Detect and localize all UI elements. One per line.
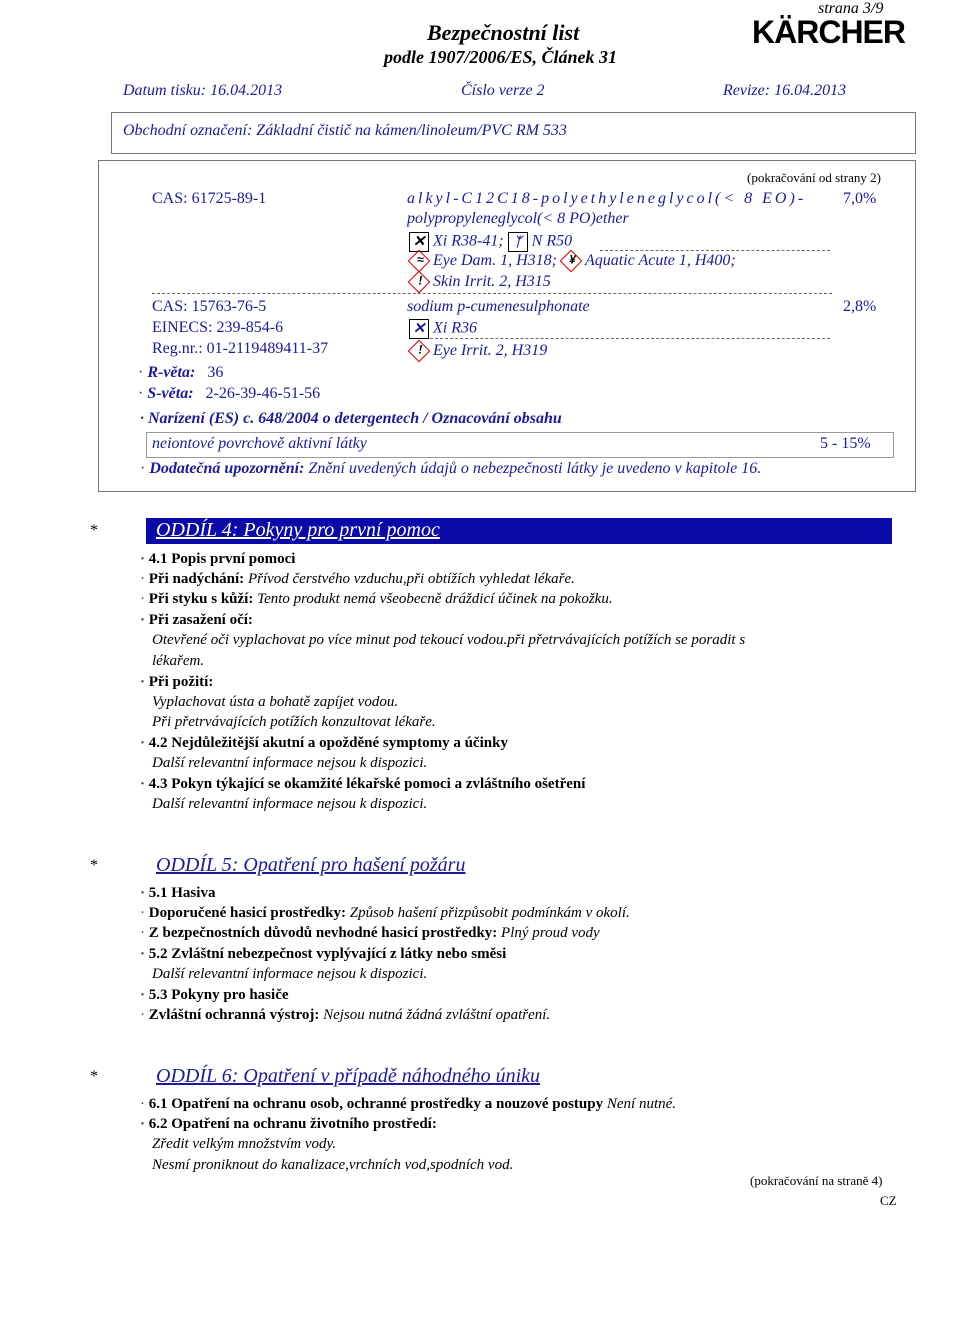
additional-notes: · Dodatečná upozornění: Znění uvedených údajů o nebezpečnosti látky je uvedeno v kapitole 16. <box>140 460 762 477</box>
divider <box>152 293 832 294</box>
subsection-6-2-text: Zředit velkým množstvím vody. <box>152 1136 337 1152</box>
divider <box>430 338 830 339</box>
environment-icon: ¥ <box>560 250 583 273</box>
divider <box>600 250 830 251</box>
dsd-classification <box>409 232 572 252</box>
trade-name: Obchodní označení: Základní čistič na kámen/linoleum/PVC RM 533 <box>123 122 567 139</box>
subsection-5-2: · 5.2 Zvláštní nebezpečnost vyplývající z látky nebo směsi <box>140 946 507 962</box>
inhalation-line: · Při nadýchání: Přívod čerstvého vzduchu,při obtížích vyhledat lékaře. <box>140 571 575 587</box>
environment-dead-tree-icon: ᛉ <box>508 232 528 252</box>
surfactant-label: neiontové povrchově aktivní látky <box>152 435 367 452</box>
subsection-6-2: · 6.2 Opatření na ochranu životního prostředí: <box>140 1116 437 1132</box>
ingestion-text-cont: Při přetrvávajících potížích konzultovat lékaře. <box>152 714 436 730</box>
print-date: Datum tisku: 16.04.2013 <box>123 82 283 99</box>
harmful-x-icon: ✕ <box>409 319 429 339</box>
revision-marker: * <box>90 1068 98 1085</box>
corrosion-icon: ≈ <box>408 250 431 273</box>
clp-text: Skin Irrit. 2, H315 <box>433 273 551 290</box>
subsection-6-2-text-cont: Nesmí proniknout do kanalizace,vrchních vod,spodních vod. <box>152 1157 514 1173</box>
ingredient-regnr: Reg.nr.: 01-2119489411-37 <box>152 340 329 357</box>
eye-text: Otevřené oči vyplachovat po více minut pod tekoucí vodou.při přetrvávajících potížích se poradit s <box>152 632 746 648</box>
continued-to: (pokračování na straně 4) <box>750 1173 883 1188</box>
section-4-title: ODDÍL 4: Pokyny pro první pomoc <box>156 519 440 541</box>
regulation-heading: · Narízení (ES) c. 648/2004 o detergentech / Oznacování obsahu <box>140 410 562 427</box>
subsection-5-1: · 5.1 Hasiva <box>140 885 216 901</box>
language-code: CZ <box>880 1193 897 1208</box>
clp-classification <box>409 252 736 270</box>
ingredient-name-cont: polypropyleneglycol(< 8 PO)ether <box>407 210 629 227</box>
clp-text: Eye Irrit. 2, H319 <box>433 342 548 359</box>
clp-text: Aquatic Acute 1, H400; <box>584 252 736 269</box>
r-phrases: · R-věta: 36 <box>138 364 224 381</box>
harmful-x-icon: ✕ <box>409 232 429 252</box>
eye-text-cont: lékařem. <box>152 653 205 669</box>
document-title: Bezpečnostní list <box>427 20 580 45</box>
unsuitable-media: · Z bezpečnostních důvodů nevhodné hasicí prostředky: Plný proud vody <box>140 925 600 941</box>
ingredient-name: alkyl-C12C18-polyethyleneglycol(< 8 EO)- <box>407 190 807 207</box>
clp-classification <box>409 342 547 360</box>
subsection-5-2-text: Další relevantní informace nejsou k dispozici. <box>152 966 428 982</box>
ingestion-label: · Při požití: <box>140 674 214 690</box>
skin-line: · Při styku s kůží: Tento produkt nemá všeobecně dráždicí účinek na pokožku. <box>140 591 613 607</box>
revision-marker: * <box>90 857 98 874</box>
subsection-4-3-text: Další relevantní informace nejsou k dispozici. <box>152 796 428 812</box>
s-phrases-label: S-věta: <box>147 385 194 402</box>
protective-equipment: · Zvláštní ochranná výstroj: Nejsou nutná žádná zvláštní opatření. <box>140 1007 551 1023</box>
version-number: Číslo verze 2 <box>461 82 545 99</box>
s-phrases-value: 2-26-39-46-51-56 <box>205 385 321 402</box>
ingestion-text: Vyplachovat ústa a bohatě zapíjet vodou. <box>152 694 399 710</box>
surfactant-row <box>146 432 894 458</box>
subsection-4-2: · 4.2 Nejdůležitější akutní a opožděné symptomy a účinky <box>140 735 508 751</box>
dsd-classification <box>409 319 477 339</box>
subsection-4-3: · 4.3 Pokyn týkající se okamžité lékařské pomoci a zvláštního ošetření <box>140 776 586 792</box>
exclamation-icon: ! <box>408 271 431 294</box>
ingredient-percent: 7,0% <box>843 190 877 207</box>
dsd-text: Xi R36 <box>433 319 477 337</box>
section-5-title: ODDÍL 5: Opatření pro hašení požáru <box>156 854 466 876</box>
ingredient-percent: 2,8% <box>843 298 877 315</box>
ingredient-cas: CAS: 61725-89-1 <box>152 190 267 207</box>
r-phrases-value: 36 <box>207 364 224 381</box>
section-6-title: ODDÍL 6: Opatření v případě náhodného úniku <box>156 1065 541 1087</box>
eye-label: · Při zasažení očí: <box>140 612 253 628</box>
surfactant-value: 5 - 15% <box>820 435 871 452</box>
s-phrases: · S-věta: 2-26-39-46-51-56 <box>138 385 321 402</box>
dsd-text: N R50 <box>531 232 573 250</box>
ingredient-einecs: EINECS: 239-854-6 <box>152 319 284 336</box>
exclamation-icon: ! <box>408 340 431 363</box>
clp-text: Eye Dam. 1, H318; <box>433 252 557 269</box>
subsection-6-1: · 6.1 Opatření na ochranu osob, ochranné prostředky a nouzové postupy Není nutné. <box>140 1096 677 1112</box>
revision-marker: * <box>90 522 98 539</box>
subsection-4-2-text: Další relevantní informace nejsou k dispozici. <box>152 755 428 771</box>
page-number: strana 3/9 <box>818 0 884 17</box>
r-phrases-label: R-věta: <box>147 364 196 381</box>
extinguishing-media: · Doporučené hasicí prostředky: Způsob hašení přizpůsobit podmínkám v okolí. <box>140 905 630 921</box>
ingredient-cas: CAS: 15763-76-5 <box>152 298 267 315</box>
continued-from: (pokračování od strany 2) <box>747 170 881 185</box>
dsd-text: Xi R38-41; <box>433 232 504 250</box>
ingredient-name: sodium p-cumenesulphonate <box>407 298 590 315</box>
subsection-5-3: · 5.3 Pokyny pro hasiče <box>140 987 289 1003</box>
document-subtitle: podle 1907/2006/ES, Článek 31 <box>384 47 618 67</box>
subsection-4-1: · 4.1 Popis první pomoci <box>140 551 296 567</box>
revision-date: Revize: 16.04.2013 <box>723 82 847 99</box>
brand-logo: KÄRCHER <box>752 14 905 50</box>
clp-classification <box>409 273 551 291</box>
